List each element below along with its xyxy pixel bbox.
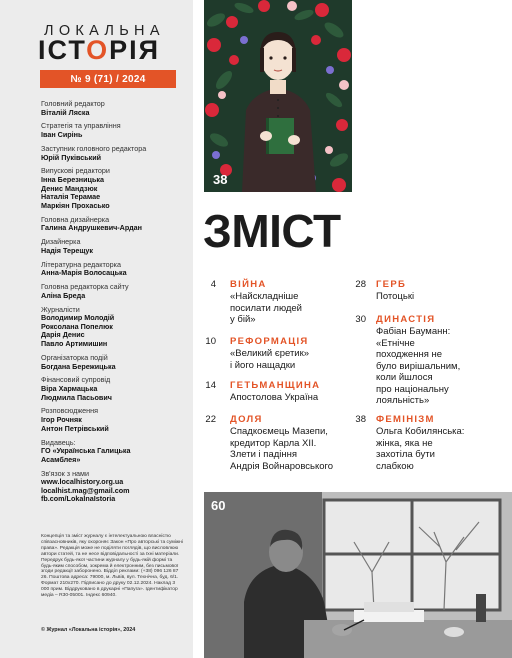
credit-role: Видавець: xyxy=(41,437,76,447)
toc-article-title: слабкою xyxy=(376,460,414,472)
credit-name: Віра Хармацька xyxy=(41,384,98,393)
credit-role: Організаторка подій xyxy=(41,352,108,362)
toc-article-title: захотіла бути xyxy=(376,449,435,460)
toc-section-heading: ГЕТЬМАНЩИНА xyxy=(230,380,321,391)
toc-section-heading: ДИНАСТІЯ xyxy=(376,314,436,325)
credit-role: Стратегія та управління xyxy=(41,121,121,131)
credit-name: localhist.mag@gmail.com xyxy=(41,485,130,495)
credit-name: ГО «Українська Галицька xyxy=(41,446,131,456)
cover-page-number: 38 xyxy=(213,172,228,187)
toc-article-title: Апостолова Україна xyxy=(230,392,319,403)
toc-article-title: посилати людей xyxy=(230,302,302,314)
toc-entry[interactable] xyxy=(230,279,302,326)
toc-section-heading: ДОЛЯ xyxy=(230,414,263,425)
logo-accent-letter: О xyxy=(86,35,110,65)
credit-block xyxy=(41,216,186,233)
toc-page-number: 22 xyxy=(205,414,216,425)
credit-block xyxy=(41,376,186,402)
credit-name: Антон Петрівський xyxy=(41,423,109,433)
toc-page-number: 10 xyxy=(205,336,216,347)
credit-name: Юрій Пуківський xyxy=(41,152,102,162)
toc-article-title: коли йшлося xyxy=(376,372,433,383)
credit-role: Головна редакторка сайту xyxy=(41,282,129,292)
toc-entry[interactable] xyxy=(230,380,320,404)
toc-article-title: кредитор Карла ХІІ. xyxy=(230,437,317,449)
toc-article-title: жінка, яка не xyxy=(376,437,433,449)
credit-name: Галина Андрушкевич-Ардан xyxy=(41,223,142,233)
credit-role: Випускові редактори xyxy=(41,166,110,176)
credit-name: Надія Терещук xyxy=(41,245,94,255)
credit-block xyxy=(41,145,186,162)
toc-page-number: 38 xyxy=(355,414,366,425)
credit-name: Асамблея» xyxy=(41,454,81,464)
writer-illustration xyxy=(204,492,512,658)
masthead-sidebar xyxy=(0,0,193,658)
toc-article-title: про національну xyxy=(376,383,449,395)
toc-entry[interactable] xyxy=(376,414,464,472)
toc-entry[interactable] xyxy=(376,279,414,303)
logo-part: РІЯ xyxy=(109,35,161,65)
logo-part: ІСТ xyxy=(38,35,87,65)
toc-article-title: у бій» xyxy=(230,314,256,325)
toc-article-title: Андрія Войнаровського xyxy=(230,460,334,472)
credit-name: Ігор Рочняк xyxy=(41,415,82,425)
credit-role: Головний редактор xyxy=(41,99,105,108)
credit-name: Дарія Денис xyxy=(41,330,85,340)
toc-section-heading: ГЕРБ xyxy=(376,279,407,290)
credit-name: www.localhistory.org.ua xyxy=(41,477,124,487)
toc-page-number: 4 xyxy=(210,279,216,290)
credit-role: Журналісти xyxy=(41,304,80,314)
toc-article-title: Спадкоємець Мазепи, xyxy=(230,426,328,437)
toc-entry[interactable] xyxy=(376,314,460,407)
toc-article-title: Злети і падіння xyxy=(230,449,298,460)
toc-article-title: Ольга Кобилянська: xyxy=(376,426,465,437)
toc-article-title: Потоцькі xyxy=(376,291,415,302)
credit-role: Розповсюдження xyxy=(41,406,98,416)
portrait-illustration xyxy=(204,0,352,192)
toc-section-heading: РЕФОРМАЦІЯ xyxy=(230,336,309,347)
credit-block xyxy=(41,407,186,433)
toc-article-title: лояльність» xyxy=(376,395,430,406)
credit-block xyxy=(41,439,186,465)
toc-article-title: і його нащадки xyxy=(230,359,296,371)
toc-article-title: «Великий єретик» xyxy=(230,348,310,359)
toc-article-title: Фабіан Бауманн: xyxy=(376,326,451,337)
credit-role: Фінансовий супровід xyxy=(41,375,111,385)
credit-role: Заступник головного редактора xyxy=(41,143,147,153)
credit-role: Дизайнерка xyxy=(41,237,81,247)
credit-block xyxy=(41,238,186,255)
magazine-logo xyxy=(38,36,160,64)
toc-page-number: 14 xyxy=(205,380,216,391)
toc-article-title: «Етнічне xyxy=(376,337,415,349)
credit-role: Зв'язок з нами xyxy=(41,468,89,478)
toc-page-number: 30 xyxy=(355,314,366,325)
page-title: ЗМІСТ xyxy=(203,205,341,257)
legal-notice: Концепція та зміст журналу є інтелектуальною власністю співзасновників, яку охороняє Закон «Про авторські та суміжні права». Редакція може не поділяти поглядів, що висловлюю автори статей, та не несе відповідальності за їхні матеріали. Передрук будь-якої частини журналу у будь-якій формі та будь-яким способом, зокрема й електронним, без письмової згоди редакції заборонено. Відділ реклами: (+38) 096 126 87 26. Поштова адреса: 79000, м. Львів, вул. Технічна, буд. 6/1. Формат 210х270. Підписано до друку 02.12.2024. Наклад 3 000 прим. Віддруковано в друкарні «Папуга». Ідентифікатор медіа – R30-05001. Індекс 60940. xyxy=(41,534,183,599)
credit-name: Анна-Марія Волосацька xyxy=(41,268,127,278)
toc-entry[interactable] xyxy=(230,414,333,472)
toc-section-heading: ВІЙНА xyxy=(230,279,267,290)
credit-name: Людмила Пасьович xyxy=(41,392,112,402)
credit-role: Головна дизайнерка xyxy=(41,214,110,224)
toc-article-title: було вирішальним, xyxy=(376,360,461,372)
toc-article-title: походження не xyxy=(376,349,443,360)
issue-badge: № 9 (71) / 2024 xyxy=(40,70,176,88)
credit-block xyxy=(41,122,186,139)
credit-name: Богдана Бережицька xyxy=(41,361,116,371)
credit-block xyxy=(41,354,186,371)
copyright: © Журнал «Локальна історія», 2024 xyxy=(41,627,136,633)
credit-block xyxy=(41,100,186,117)
toc-entry[interactable] xyxy=(230,336,309,371)
credit-role: Літературна редакторка xyxy=(41,259,121,269)
credit-block xyxy=(41,261,186,278)
credit-block xyxy=(41,283,186,300)
credit-name: Аліна Бреда xyxy=(41,290,86,300)
credit-name: Володимир Молодій xyxy=(41,313,115,323)
bottom-page-number: 60 xyxy=(211,498,226,513)
credits-list xyxy=(41,100,186,509)
toc-page-number: 28 xyxy=(355,279,366,290)
credit-name: Павло Артимишин xyxy=(41,339,108,349)
credit-name: Інна Березницька xyxy=(41,175,104,185)
credit-name: Маркіян Прохасько xyxy=(41,200,110,210)
credit-name: Наталія Терамае xyxy=(41,192,101,202)
credit-name: Денис Мандзюк xyxy=(41,183,98,193)
credit-name: Іван Сирiнь xyxy=(41,130,83,140)
credit-block xyxy=(41,306,186,349)
toc-article-title: «Найскладніше xyxy=(230,291,299,302)
toc-section-heading: ФЕМІНІЗМ xyxy=(376,414,435,425)
logo-subtitle: ЛОКАЛЬНА xyxy=(44,23,165,39)
credit-name: Віталій Ляска xyxy=(41,107,90,117)
credit-name: fb.com/LokalnaIstoria xyxy=(41,494,116,504)
credit-name: Роксолана Попелюк xyxy=(41,321,113,331)
credit-block xyxy=(41,167,186,210)
credit-block xyxy=(41,470,186,504)
